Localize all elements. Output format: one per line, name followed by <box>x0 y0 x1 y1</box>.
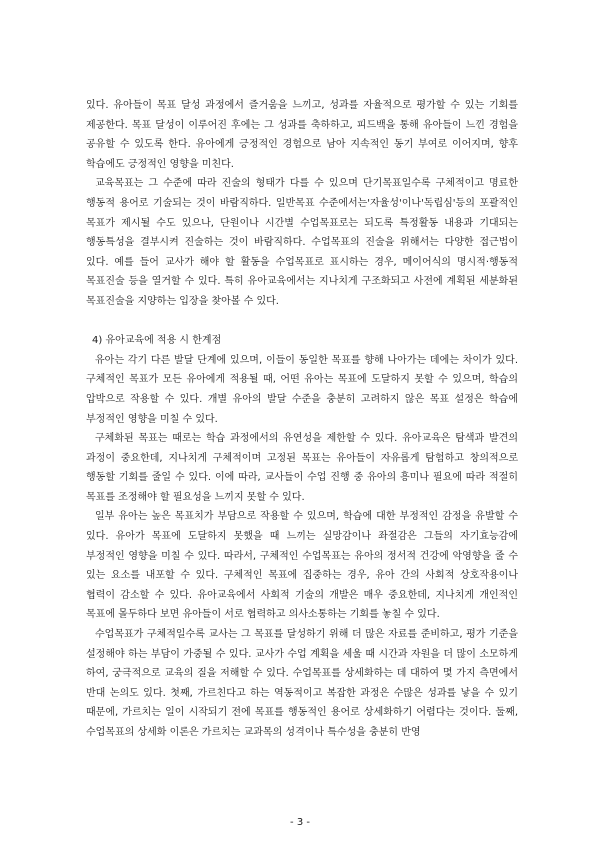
paragraph-flexibility-limit: 구체화된 목표는 때로는 학습 과정에서의 유연성을 제한할 수 있다. 유아교육은 탐색과 발견의 과정이 중요한데, 지나치게 구체적이며 고정된 목표는 유아들이 자유롭게 탐험하고 창의적으로 행동할 기회를 줄일 수 있다. 이에 따라, 교사들이 수업 진행 중 유아의 흥미나 필요에 따라 적절히 목표를 조정해야 할 필요성을 느끼지 못할 수 있다. <box>86 433 518 503</box>
section-heading: 4) 유아교육에 적용 시 한계점 <box>92 335 222 347</box>
paragraph-spacer <box>86 312 518 332</box>
paragraph-continuation: 있다. 유아들이 목표 달성 과정에서 즐거움을 느끼고, 성과를 자율적으로 평가할 수 있는 기회를 제공한다. 목표 달성이 이루어진 후에는 그 성과를 축하하고, 피드백을 통해 유아들이 느낀 경험을 공유할 수 있도록 한다. 유아에게 긍정적인 경험으로 남아 지속적인 동기 부여로 이어지며, 향후 학습에도 긍정적인 영향을 미친다. <box>86 100 518 170</box>
paragraph-emotional-burden: 일부 유아는 높은 목표치가 부담으로 작용할 수 있으며, 학습에 대한 부정적인 감정을 유발할 수 있다. 유아가 목표에 도달하지 못했을 때 느끼는 실망감이나 좌절감은 그들의 자기효능감에 부정적인 영향을 미칠 수 있다. 따라서, 구체적인 수업목표는 유아의 정서적 건강에 악영향을 줄 수 있는 요소를 내포할 수 있다. 구체적인 목표에 집중하는 경우, 유아 간의 사회적 상호작용이나 협력이 감소할 수 있다. 유아교육에서 사회적 기술의 개발은 매우 중요한데, 지나치게 개인적인 목표에 몰두하다 보면 유아들이 서로 협력하고 의사소통하는 기회를 놓칠 수 있다. <box>86 511 518 621</box>
paragraph-development-differences: 유아는 각기 다른 발달 단계에 있으며, 이들이 동일한 목표를 향해 나아가는 데에는 차이가 있다. 구체적인 목표가 모든 유아에게 적용될 때, 어떤 유아는 목표에 도달하지 못할 수 있으며, 학습의 압박으로 작용할 수 있다. 개별 유아의 발달 수준을 충분히 고려하지 않은 목표 설정은 학습에 부정적인 영향을 미칠 수 있다. <box>86 354 518 425</box>
paragraph-teacher-burden: 수업목표가 구체적일수록 교사는 그 목표를 달성하기 위해 더 많은 자료를 준비하고, 평가 기준을 설정해야 하는 부담이 가중될 수 있다. 교사가 수업 계획을 세울 때 시간과 자원을 더 많이 소모하게 하여, 궁극적으로 교육의 질을 저해할 수 있다. 수업목표를 상세화하는 데 대하여 몇 가지 측면에서 반대 논의도 있다. 첫째, 가르친다고 하는 역동적이고 복잡한 과정은 수많은 성과를 낳을 수 있기 때문에, 가르치는 일이 시작되기 전에 목표를 행동적인 용어로 상세화하기 어렵다는 것이다. 둘째, 수업목표의 상세화 이론은 가르치는 교과목의 성격이나 특수성을 충분히 반영 <box>86 629 518 738</box>
paragraph-objective-statement: 교육목표는 그 수준에 따라 진술의 형태가 다를 수 있으며 단기목표일수록 구체적이고 명료한 행동적 용어로 기술되는 것이 바람직하다. 일반목표 수준에서는'자율성'이나'독립심'등의 포괄적인 목표가 제시될 수도 있으나, 단원이나 시간별 수업목표로는 되도록 특정활동 내용과 기대되는 행동특성을 결부시켜 진술하는 것이 바람직하다. 수업목표의 진술을 위해서는 다양한 접근법이 있다. 예를 들어 교사가 해야 할 활동을 수업목표로 표시하는 경우, 메이어식의 명시적·행동적 목표진술 등을 열거할 수 있다. 특히 유아교육에서는 지나치게 구조화되고 사전에 계획된 세분화된 목표진술을 지양하는 입장을 찾아볼 수 있다. <box>86 178 518 307</box>
page-number: - 3 - <box>290 817 310 828</box>
document-body <box>86 96 518 743</box>
